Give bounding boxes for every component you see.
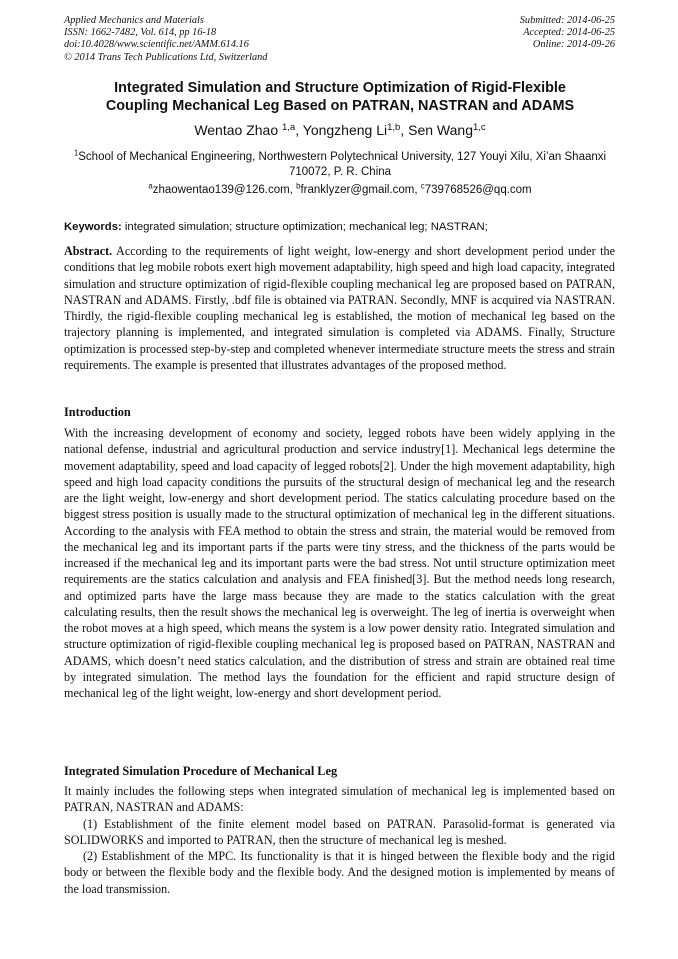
email-mark: c: [420, 181, 425, 191]
section-heading-introduction: Introduction: [64, 405, 131, 419]
paragraph: (2) Establishment of the MPC. Its functionality is that it is hinged between the flexible body and the rigid body or between the flexible body and the flexible body. And the designed motion is implemented by means of the load transmission.: [64, 849, 615, 896]
author-separator: ,: [400, 122, 409, 138]
accepted-date: Accepted: 2014-06-25: [523, 27, 615, 39]
section-heading-procedure: Integrated Simulation Procedure of Mechanical Leg: [64, 764, 338, 778]
journal-info: [64, 15, 267, 64]
affiliation-mark: 1: [73, 148, 79, 158]
keywords-text: integrated simulation; structure optimization; mechanical leg; NASTRAN;: [121, 221, 488, 233]
paper-title: [64, 79, 616, 115]
author-name: Wentao Zhao: [194, 122, 282, 138]
online-date: Online: 2014-09-26: [532, 39, 615, 51]
title-line-2: Coupling Mechanical Leg Based on PATRAN, NASTRAN and ADAMS: [105, 98, 575, 114]
paragraph: (1) Establishment of the finite element model based on PATRAN. Parasolid-format is generated via SOLIDWORKS and imported to PATRAN, then the structure of mechanical leg is meshed.: [64, 816, 615, 847]
introduction-body: [64, 425, 615, 701]
affiliation-text: School of Mechanical Engineering, Northwestern Polytechnical University, 127 Youyi Xilu, Xi’an Shaanxi 710072, P. R. China: [78, 151, 607, 178]
publication-dates: [520, 15, 615, 52]
author-affiliation-mark: 1,b: [387, 121, 401, 133]
email-mark: b: [296, 181, 301, 191]
doi: doi:10.4028/www.scientific.net/AMM.614.16: [64, 39, 249, 51]
abstract-text: According to the requirements of light weight, low-energy and short development period under the conditions that leg mobile robots exert high movement adaptability, high speed and high load capacity, integrated simulation and structure optimization of rigid-flexible coupling mechanical leg are proposed based on PATRAN, NASTRAN and ADAMS. Firstly, .bdf file is obtained via PATRAN. Secondly, MNF is acquired via NASTRAN. Thirdly, the rigid-flexible coupling mechanical leg is established, the motion of mechanical leg based on the trajectory planning is implemented, and integrated simulation is completed via ADAMS. Finally, Structure optimization is processed step-by-step and completed whenever intermediate structure meets the stress and strain requirements. The example is presented that illustrates advantages of the proposed method.: [64, 244, 615, 372]
affiliation: [64, 150, 616, 179]
author-name: Sen Wang: [408, 122, 473, 138]
author-emails: [64, 183, 616, 197]
issn: ISSN: 1662-7482, Vol. 614, pp 16-18: [64, 27, 217, 39]
email-separator: ,: [289, 184, 297, 196]
paragraph: With the increasing development of economy and society, legged robots have been widely applying in the national defense, industrial and agricultural production and service industry[1]. Mechanical legs determine the movement adaptability, speed and load capacity of legged robots[2]. Under the high movement adaptability, high speed and high load capacity conditions the pursuits of the structural design of mechanical leg and the research are the light weight, low-energy and short development period. The statics calculating procedure based on the biggest stress position is usually made to the structural optimization of mechanical leg in the different situations. According to the analysis with FEA method to obtain the stress and strain, the material would be removed from the mechanical leg and its important parts if the parts were tiny stress, and the thickness of the parts would be increased if the mechanical leg and its important parts were the bad stress. Not until structure optimization meet requirements are the statics calculation and analysis and FEA finished[3]. But the method needs long research, and optimized parts have the large mass because they are made to the statics calculation with the great calculating results, then the result shows the mechanical leg is overweight. The leg of inertia is overweight when the robot moves at a high speed, which means the system is a low power density ratio. Integrated simulation and structure optimization of rigid-flexible coupling mechanical leg is proposed based on PATRAN, NASTRAN and ADAMS, which doesn’t need statics calculation, and the distribution of stress and strain are obtained real time by integrated simulation. The method lays the foundation for the efficient and rapid structure design of mechanical leg of the light weight, low-energy and short development period.: [64, 426, 615, 700]
email-address: zhaowentao139@126.com: [152, 184, 290, 196]
copyright: © 2014 Trans Tech Publications Ltd, Switzerland: [64, 51, 268, 63]
author-affiliation-mark: 1,a: [282, 121, 296, 133]
email-mark: a: [148, 181, 153, 191]
paragraph: It mainly includes the following steps when integrated simulation of mechanical leg is implemented based on PATRAN, NASTRAN and ADAMS:: [64, 784, 615, 815]
author-separator: ,: [295, 122, 303, 138]
keywords-label: Keywords:: [64, 221, 122, 233]
email-separator: ,: [414, 184, 421, 196]
email-address: franklyzer@gmail.com: [300, 184, 415, 196]
submitted-date: Submitted: 2014-06-25: [519, 15, 615, 26]
journal-name: Applied Mechanics and Materials: [64, 15, 204, 26]
email-address: 739768526@qq.com: [424, 184, 532, 196]
abstract-label: Abstract.: [64, 244, 113, 258]
author-list: [64, 121, 616, 139]
abstract: [64, 243, 615, 373]
author-affiliation-mark: 1,c: [472, 121, 486, 133]
title-line-1: Integrated Simulation and Structure Optimization of Rigid-Flexible: [114, 80, 566, 96]
keywords: [64, 220, 616, 234]
procedure-body: [64, 783, 615, 897]
author-name: Yongzheng Li: [302, 122, 388, 138]
